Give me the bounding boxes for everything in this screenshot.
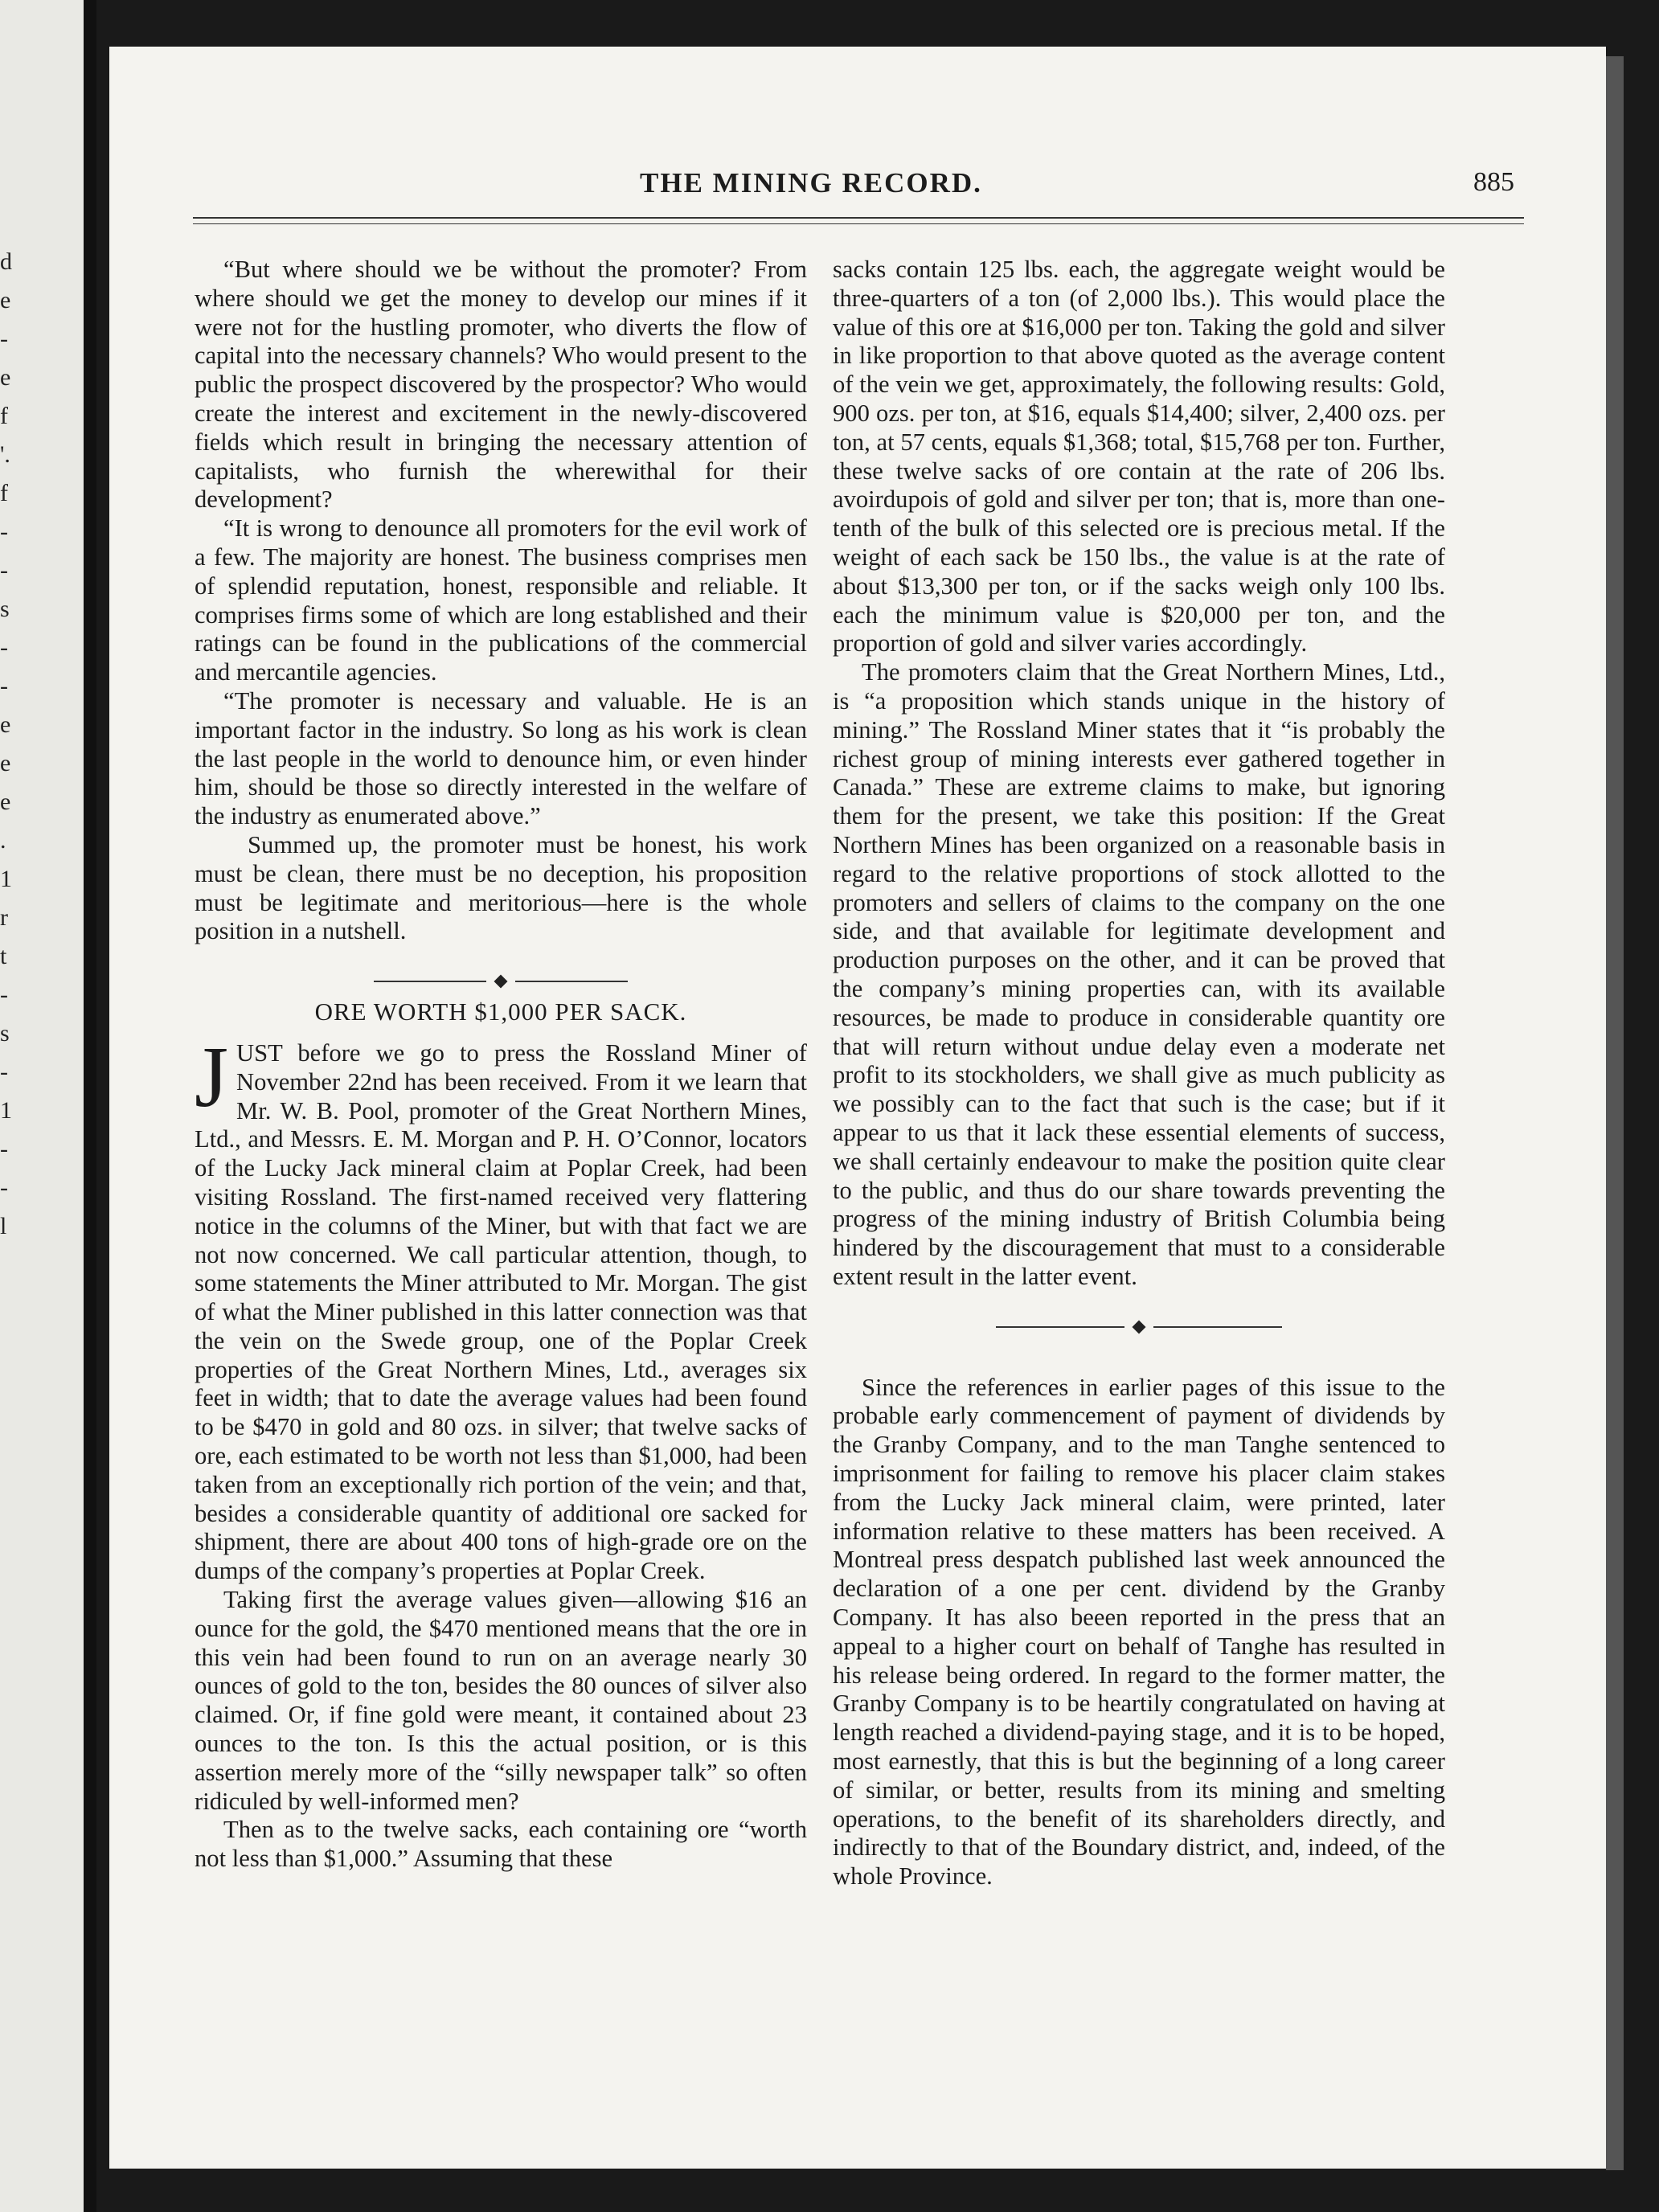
paragraph: Since the references in earlier pages of this issue to the probable early commencement of payment of dividends by the Granby Company, and to the man Tanghe sentenced to imprisonment for failing to remove his placer claim stakes from the Lucky Jack mineral claim, were printed, later information relative to these matters has been received. A Montreal press despatch published last week announced the declaration of a one per cent. dividend by the Granby Company. It has also beeen reported in the press that an appeal to a higher court on behalf of Tanghe has resulted in his release being ordered. In regard to the former matter, the Granby Company is to be heartily congratulated on having at length reached a dividend-paying stage, and it is to be hoped, most earnestly, that this is but the beginning of a long career of similar, or better, results from its mining and smelting operations, to the benefit of its shareholders directly, and indirectly to that of the Boundary district, and, indeed, of the whole Province.	[833, 1373, 1445, 1890]
prev-letter: -	[0, 1174, 8, 1201]
section-separator	[833, 1311, 1445, 1329]
separator-line	[1153, 1326, 1282, 1328]
separator-line	[374, 981, 486, 982]
page-edge-shadow	[1606, 56, 1624, 2170]
prev-letter: l	[0, 1213, 7, 1239]
prev-letter: 1	[0, 866, 12, 892]
prev-letter: -	[0, 634, 8, 661]
paragraph: “It is wrong to denounce all promoters for the evil work of a few. The majority are honest. The business comprises men of splendid reputation, honest, responsible and reliable. It comprises firms some of which are long established and their ratings can be found in the publications of the commercial and mercantile agencies.	[195, 514, 807, 686]
page-title: THE MINING RECORD.	[640, 167, 982, 199]
running-header	[109, 167, 1606, 215]
paragraph: “But where should we be without the promoter? From where should we get the money to develop our mines if it were not for the hustling promoter, who diverts the flow of capital into the necessary channels? Who would present to the public the prospect discovered by the prospector? Who would create the interest and excitement in the newly-discovered fields which result in bringing the necessary attention of capitalists, who furnish the wherewithal for their development?	[195, 256, 807, 514]
prev-letter: .	[0, 827, 6, 854]
previous-page-edge	[0, 0, 96, 2212]
paragraph: Summed up, the promoter must be honest, his work must be clean, there must be no deception, his proposition must be legitimate and meritorious—here is the whole position in a nutshell.	[195, 830, 807, 945]
paragraph: “The promoter is necessary and valuable. He is an important factor in the industry. So long as his work is clean the last people in the world to denounce him, or even hinder him, should be those so directly interested in the welfare of the industry as enumerated above.”	[195, 686, 807, 830]
article-paragraph: Then as to the twelve sacks, each containing ore “worth not less than $1,000.” Assuming that these	[195, 1816, 807, 1873]
article-heading: ORE WORTH $1,000 PER SACK.	[314, 997, 687, 1026]
prev-letter: t	[0, 943, 7, 969]
prev-letter: -	[0, 1059, 8, 1085]
prev-letter: 1	[0, 1097, 12, 1124]
header-rule-top	[193, 217, 1524, 219]
prev-letter: e	[0, 789, 11, 815]
article-paragraph: Taking first the average values given—allowing $16 an ounce for the gold, the $470 mentioned means that the ore in this vein had been found to run on an average nearly 30 ounces of gold to the ton, besides the 80 ounces of silver also claimed. Or, if fine gold were meant, it contained about 23 ounces to the ton. Is this the actual position, or is this assertion merely more of the “silly newspaper talk” so often ridiculed by well-informed men?	[195, 1586, 807, 1815]
separator-line	[996, 1326, 1124, 1328]
article-paragraph-text: UST before we go to press the Rossland Miner of November 22nd has been received. From it we learn that Mr. W. B. Pool, promoter of the Great Northern Mines, Ltd., and Messrs. E. M. Morgan and P. H. O’Connor, locators of the Lucky Jack mineral claim at Poplar Creek, had been visiting Rossland. The first-named received very flattering notice in the columns of the Miner, but with that fact we are not now concerned. We call particular attention, though, to some statements the Miner attributed to Mr. Morgan. The gist of what the Miner published in this latter connection was that the vein on the Swede group, one of the Poplar Creek properties of the Great Northern Mines, Ltd., averages six feet in width; that to date the average values had been found to be $470 in gold and 80 ozs. in silver; that twelve sacks of ore, each estimated to be worth not less than $1,000, had been taken from an exceptionally rich portion of the vein; and that, besides a considerable quantity of additional ore sacked for shipment, there are about 400 tons of high-grade ore on the dumps of the company’s properties at Poplar Creek.	[195, 1038, 807, 1585]
header-rule-bottom	[193, 223, 1524, 224]
prev-letter: s	[0, 596, 10, 622]
diamond-ornament-icon	[1133, 1320, 1146, 1333]
prev-letter: e	[0, 750, 11, 776]
diamond-ornament-icon	[494, 975, 508, 989]
book-spine	[84, 0, 96, 2212]
prev-letter: -	[0, 673, 8, 699]
prev-letter: -	[0, 1136, 8, 1162]
prev-letter: -	[0, 557, 8, 584]
article-paragraph	[195, 1029, 807, 1586]
prev-letter: -	[0, 981, 8, 1008]
prev-letter: f	[0, 403, 8, 429]
prev-letter: f	[0, 480, 8, 506]
spacer	[833, 1343, 1445, 1374]
prev-letter: e	[0, 287, 11, 313]
prev-letter: e	[0, 711, 11, 738]
drop-cap: J	[195, 1029, 229, 1125]
prev-letter: -	[0, 518, 8, 545]
paragraph: sacks contain 125 lbs. each, the aggregate weight would be three-quarters of a ton (of 2,000 lbs.). This would place the value of this ore at $16,000 per ton. Taking the gold and silver in like proportion to that above quoted as the average content of the vein we get, approximately, the following results: Gold, 900 ozs. per ton, at $16, equals $14,400; silver, 2,400 ozs. per ton, at 57 cents, equals $1,368; total, $15,768 per ton. Further, these twelve sacks of ore contain at the rate of 206 lbs. avoirdupois of gold and silver per ton; that is, more than one-tenth of the bulk of this selected ore is precious metal. If the weight of each sack be 150 lbs., the value is at the rate of about $13,300 per ton, or if the sacks weigh only 100 lbs. each the minimum value is $20,000 per ton, and the proportion of gold and silver varies accordingly.	[833, 256, 1445, 657]
left-column	[195, 256, 807, 1874]
right-column	[833, 256, 1445, 1891]
section-separator	[195, 965, 807, 983]
document-page	[109, 47, 1606, 2169]
prev-letter: s	[0, 1020, 10, 1047]
prev-letter: r	[0, 904, 8, 931]
prev-letter: -	[0, 326, 8, 352]
prev-letter: e	[0, 364, 11, 391]
previous-page-letters	[0, 249, 13, 1252]
page-number: 885	[1473, 167, 1514, 197]
paragraph: The promoters claim that the Great Northern Mines, Ltd., is “a proposition which stands unique in the history of mining.” The Rossland Miner states that it “is probably the richest group of mining interests ever gathered together in Canada.” These are extreme claims to make, but ignoring them for the present, we take this position: If the Great Northern Mines has been organized on a reasonable basis in regard to the relative proportions of stock allotted to the promoters and sellers of claims to the company on the one side, and that available for legitimate development and production purposes on the other, and it can be proved that the company’s mining properties can, with its available resources, be made to produce in considerable quantity ore that will return without undue delay even a moderate net profit to its stockholders, we shall give as much publicity as we possibly can to the fact that such is the case; but if it appear to us that it lack these essential elements of success, we shall certainly endeavour to make the position quite clear to the public, and thus do our share towards preventing the progress of the mining industry of British Columbia being hindered by the discouragement that must to a considerable extent result in the latter event.	[833, 658, 1445, 1290]
separator-line	[515, 981, 628, 982]
prev-letter: d	[0, 248, 12, 275]
prev-letter: '.	[0, 441, 10, 468]
